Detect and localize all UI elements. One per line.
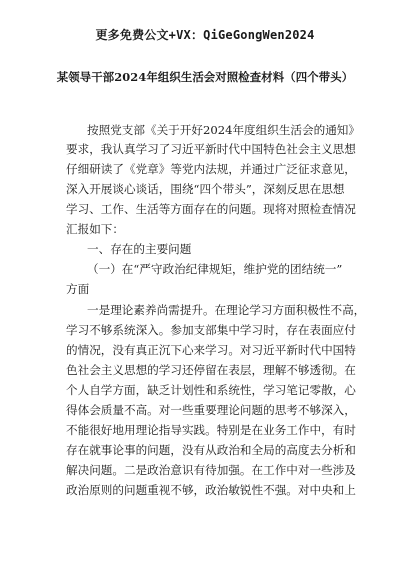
body-line: 政治原则的问题重视不够，政治敏锐性不强。对中央和上 bbox=[66, 483, 356, 497]
body-line: 一是理论素养尚需提升。在理论学习方面积极性不高， bbox=[87, 303, 366, 317]
body-line: 的情况，没有真正沉下心来学习。对习近平新时代中国特 bbox=[66, 343, 356, 357]
subsection-heading: （一）在“严守政治纪律规矩，维护党的团结统一” bbox=[87, 262, 343, 276]
body-line: 存在就事论事的问题，没有从政治和全局的高度去分析和 bbox=[66, 443, 356, 457]
body-line: 解决问题。二是政治意识有待加强。在工作中对一些涉及 bbox=[66, 463, 356, 477]
body-line: 方面 bbox=[66, 282, 90, 296]
body-line: 仔细研读了《党章》等党内法规，并通过广泛征求意见， bbox=[66, 162, 356, 176]
body-line: 色社会主义思想的学习还停留在表层，理解不够透彻。在 bbox=[66, 363, 356, 377]
body-line: 不能很好地用理论指导实践。特别是在业务工作中，有时 bbox=[66, 423, 356, 437]
body-line: 学习、工作、生活等方面存在的问题。现将对照检查情况 bbox=[66, 202, 356, 216]
body-line: 个人自学方面，缺乏计划性和系统性，学习笔记零散，心 bbox=[66, 383, 356, 397]
body-line: 学习不够系统深入。参加支部集中学习时，存在表面应付 bbox=[66, 323, 356, 337]
body-line: 汇报如下： bbox=[66, 222, 124, 236]
promo-header: 更多免费公文+VX：QiGeGongWen2024 bbox=[95, 28, 315, 42]
section-heading: 一、存在的主要问题 bbox=[87, 242, 192, 256]
body-line: 得体会质量不高。对一些重要理论问题的思考不够深入， bbox=[66, 403, 356, 417]
body-line: 要求，我认真学习了习近平新时代中国特色社会主义思想 bbox=[66, 142, 356, 156]
body-line: 按照党支部《关于开好2024年度组织生活会的通知》 bbox=[87, 123, 360, 137]
document-title: 某领导干部2024年组织生活会对照检查材料（四个带头） bbox=[56, 70, 354, 84]
body-line: 深入开展谈心谈话，围绕“四个带头”，深刻反思在思想 bbox=[66, 182, 345, 196]
